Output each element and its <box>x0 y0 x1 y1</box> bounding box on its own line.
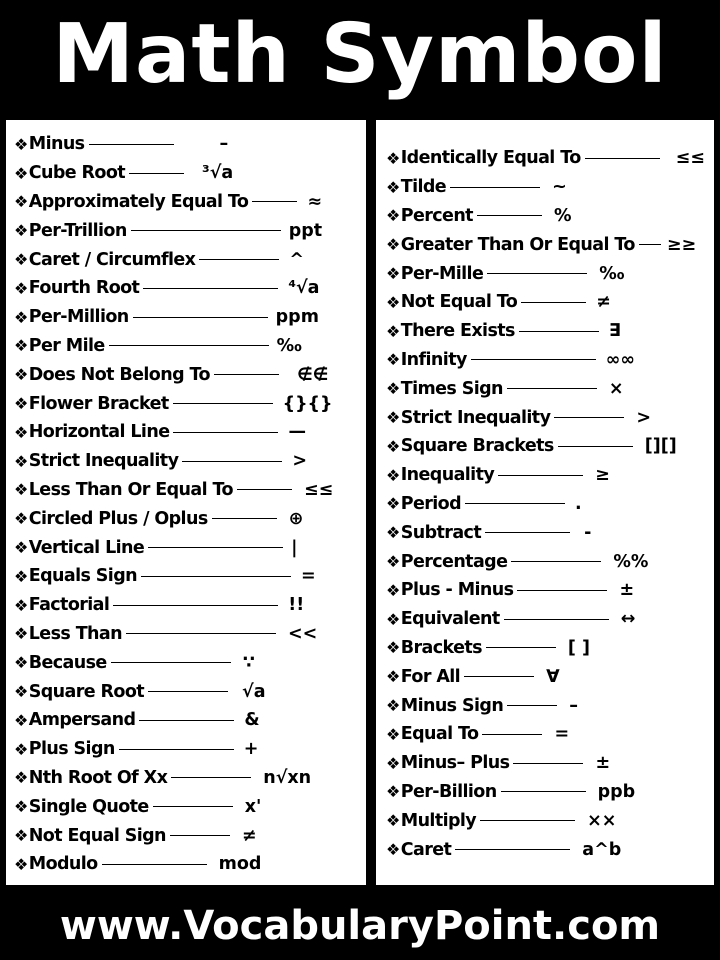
symbol-name: Vertical Line <box>28 537 145 558</box>
diamond-bullet-icon: ❖ <box>14 422 28 442</box>
dash-line <box>170 835 230 836</box>
symbol-name: Per-Trillion <box>28 220 127 241</box>
symbol-list-item <box>14 591 366 620</box>
dash-line <box>173 403 273 404</box>
symbol-glyph: = <box>554 724 570 745</box>
diamond-bullet-icon: ❖ <box>14 163 28 183</box>
diamond-bullet-icon: ❖ <box>386 494 400 514</box>
symbol-name: Equals Sign <box>28 566 137 587</box>
symbol-list-item <box>14 706 366 735</box>
dash-line <box>487 273 587 274</box>
symbol-list-item <box>14 130 366 159</box>
symbol-glyph: ± <box>595 753 611 774</box>
symbol-list-item <box>14 735 366 764</box>
diamond-bullet-icon: ❖ <box>386 753 400 773</box>
diamond-bullet-icon: ❖ <box>386 264 400 284</box>
dash-line <box>212 518 277 519</box>
symbol-glyph: << <box>287 623 318 644</box>
symbol-name: For All <box>400 666 461 687</box>
symbol-glyph: [ ] <box>567 637 591 658</box>
symbol-name: Equal To <box>400 724 479 745</box>
right-symbol-panel <box>374 118 716 887</box>
diamond-bullet-icon: ❖ <box>14 566 28 586</box>
symbol-name: Tilde <box>400 177 447 198</box>
symbol-list-item <box>14 476 366 505</box>
symbol-list-item <box>14 620 366 649</box>
dash-line <box>173 432 278 433</box>
symbol-name: Percentage <box>400 551 508 572</box>
symbol-list-item <box>14 821 366 850</box>
symbol-glyph: ppb <box>597 781 636 802</box>
symbol-list-item <box>14 648 366 677</box>
dash-line <box>141 576 291 577</box>
symbol-list-item <box>386 173 714 202</box>
dash-line <box>465 503 565 504</box>
dash-line <box>153 806 233 807</box>
symbol-name: Plus - Minus <box>400 580 514 601</box>
symbol-glyph: > <box>636 407 652 428</box>
symbol-name: Square Brackets <box>400 436 554 457</box>
symbol-glyph: – <box>569 695 578 716</box>
symbol-list-item <box>14 245 366 274</box>
page-title: Math Symbol <box>52 7 668 102</box>
symbol-list-item <box>14 792 366 821</box>
symbol-name: Horizontal Line <box>28 422 170 443</box>
symbol-glyph: ³√a <box>202 163 234 184</box>
dash-line <box>252 201 297 202</box>
dash-line <box>513 763 583 764</box>
symbol-glyph: ⁴√a <box>288 278 320 299</box>
symbol-list-item <box>14 677 366 706</box>
symbol-name: Infinity <box>400 349 467 370</box>
symbol-glyph: n√xn <box>263 767 312 788</box>
symbol-name: Per-Million <box>28 307 129 328</box>
diamond-bullet-icon: ❖ <box>386 235 400 255</box>
dash-line <box>129 173 184 174</box>
symbol-list-item <box>386 547 714 576</box>
dash-line <box>639 244 661 245</box>
symbol-glyph: %% <box>613 551 649 572</box>
symbol-glyph: ↔ <box>620 609 636 630</box>
symbol-list-item <box>386 806 714 835</box>
symbol-name: Fourth Root <box>28 278 140 299</box>
diamond-bullet-icon: ❖ <box>386 552 400 572</box>
symbol-list-item <box>14 850 366 879</box>
dash-line <box>113 605 278 606</box>
symbol-glyph: ×× <box>587 810 617 831</box>
symbol-glyph: ‰ <box>276 335 302 356</box>
diamond-bullet-icon: ❖ <box>386 436 400 456</box>
symbol-name: Strict Inequality <box>400 407 551 428</box>
diamond-bullet-icon: ❖ <box>14 682 28 702</box>
symbol-name: Identically Equal To <box>400 148 581 169</box>
diamond-bullet-icon: ❖ <box>14 365 28 385</box>
dash-line <box>214 374 279 375</box>
symbol-glyph: !! <box>288 595 305 616</box>
symbol-name: Times Sign <box>400 378 503 399</box>
symbol-glyph: [][] <box>644 436 677 457</box>
symbol-glyph: + <box>243 739 259 760</box>
symbol-glyph: % <box>553 205 572 226</box>
symbol-name: Plus Sign <box>28 739 115 760</box>
diamond-bullet-icon: ❖ <box>14 307 28 327</box>
symbol-glyph: ∵ <box>242 652 255 673</box>
diamond-bullet-icon: ❖ <box>386 206 400 226</box>
symbol-name: Because <box>28 652 107 673</box>
symbol-name: Cube Root <box>28 163 126 184</box>
symbol-list-item <box>14 389 366 418</box>
diamond-bullet-icon: ❖ <box>14 797 28 817</box>
symbol-glyph: ⊕ <box>288 508 304 529</box>
symbol-list-item <box>386 317 714 346</box>
dash-line <box>89 144 174 145</box>
symbol-list-item <box>386 230 714 259</box>
symbol-name: Period <box>400 493 462 514</box>
symbol-glyph: ≈ <box>307 191 323 212</box>
diamond-bullet-icon: ❖ <box>14 278 28 298</box>
symbol-glyph: - <box>584 522 592 543</box>
diamond-bullet-icon: ❖ <box>14 538 28 558</box>
diamond-bullet-icon: ❖ <box>386 350 400 370</box>
symbol-name: Nth Root Of Xx <box>28 767 168 788</box>
symbol-list-item <box>14 504 366 533</box>
symbol-glyph: . <box>575 493 582 514</box>
symbol-glyph: ≥≥ <box>666 234 697 255</box>
symbol-glyph: a^b <box>582 839 622 860</box>
diamond-bullet-icon: ❖ <box>14 739 28 759</box>
symbol-name: Ampersand <box>28 710 136 731</box>
dash-line <box>471 359 596 360</box>
symbol-name: Does Not Belong To <box>28 364 210 385</box>
symbol-list-item <box>386 691 714 720</box>
symbol-name: Percent <box>400 205 473 226</box>
dash-line <box>131 230 281 231</box>
diamond-bullet-icon: ❖ <box>14 336 28 356</box>
diamond-bullet-icon: ❖ <box>14 509 28 529</box>
diamond-bullet-icon: ❖ <box>14 480 28 500</box>
dash-line <box>480 820 575 821</box>
symbol-glyph: ≤≤ <box>675 148 705 169</box>
symbol-glyph: ≠ <box>596 292 611 313</box>
diamond-bullet-icon: ❖ <box>386 638 400 658</box>
symbol-name: Single Quote <box>28 796 149 817</box>
symbol-name: Flower Bracket <box>28 393 169 414</box>
diamond-bullet-icon: ❖ <box>14 394 28 414</box>
dash-line <box>511 561 601 562</box>
diamond-bullet-icon: ❖ <box>14 250 28 270</box>
dash-line <box>498 475 583 476</box>
dash-line <box>126 633 276 634</box>
dash-line <box>171 777 251 778</box>
diamond-bullet-icon: ❖ <box>14 768 28 788</box>
symbol-list-item <box>386 518 714 547</box>
symbol-glyph: ∉∉ <box>296 364 329 385</box>
symbol-glyph: {}{} <box>282 393 333 414</box>
symbol-glyph: ∀ <box>546 666 560 687</box>
symbol-glyph: ≤≤ <box>303 479 334 500</box>
dash-line <box>482 734 542 735</box>
dash-line <box>477 215 542 216</box>
symbol-glyph: | <box>291 537 298 558</box>
diamond-bullet-icon: ❖ <box>386 609 400 629</box>
diamond-bullet-icon: ❖ <box>386 292 400 312</box>
dash-line <box>133 317 268 318</box>
symbol-name: There Exists <box>400 321 515 342</box>
symbol-glyph: ≠ <box>241 825 257 846</box>
symbol-name: Greater Than Or Equal To <box>400 234 635 255</box>
symbol-list-item <box>14 562 366 591</box>
dash-line <box>585 158 660 159</box>
symbol-glyph: ^ <box>289 249 305 270</box>
dash-line <box>517 590 607 591</box>
symbol-name: Caret / Circumflex <box>28 249 196 270</box>
symbol-glyph: – <box>219 134 229 155</box>
dash-line <box>143 288 278 289</box>
symbol-list-item <box>386 720 714 749</box>
symbol-glyph: √a <box>242 681 266 702</box>
symbol-list-item <box>386 288 714 317</box>
symbol-glyph: — <box>288 422 306 443</box>
symbol-name: Square Root <box>28 681 145 702</box>
dash-line <box>199 259 279 260</box>
dash-line <box>455 849 570 850</box>
dash-line <box>485 532 570 533</box>
symbol-glyph: ~ <box>552 177 567 198</box>
symbol-glyph: mod <box>218 854 262 875</box>
symbol-list-item <box>386 259 714 288</box>
diamond-bullet-icon: ❖ <box>14 192 28 212</box>
symbol-glyph: > <box>292 451 308 472</box>
symbol-name: Per-Billion <box>400 781 497 802</box>
diamond-bullet-icon: ❖ <box>14 451 28 471</box>
symbol-name: Per Mile <box>28 335 105 356</box>
symbol-glyph: ∞∞ <box>605 349 635 370</box>
symbol-list-item <box>386 144 714 173</box>
diamond-bullet-icon: ❖ <box>386 580 400 600</box>
symbol-list-item <box>386 605 714 634</box>
diamond-bullet-icon: ❖ <box>386 523 400 543</box>
left-symbol-panel <box>4 118 368 887</box>
dash-line <box>109 345 269 346</box>
diamond-bullet-icon: ❖ <box>386 667 400 687</box>
dash-line <box>507 388 597 389</box>
symbol-list-item <box>386 374 714 403</box>
symbol-list-item <box>386 778 714 807</box>
dash-line <box>119 749 234 750</box>
footer-website: www.VocabularyPoint.com <box>59 903 661 949</box>
symbol-name: Strict Inequality <box>28 451 179 472</box>
diamond-bullet-icon: ❖ <box>14 653 28 673</box>
symbol-name: Less Than <box>28 623 122 644</box>
symbol-name: Minus Sign <box>400 695 504 716</box>
symbol-name: Multiply <box>400 810 477 831</box>
dash-line <box>464 676 534 677</box>
dash-line <box>521 302 586 303</box>
symbol-name: Not Equal To <box>400 292 518 313</box>
symbol-glyph: ± <box>619 580 635 601</box>
dash-line <box>504 619 609 620</box>
symbol-name: Minus <box>28 134 85 155</box>
diamond-bullet-icon: ❖ <box>14 595 28 615</box>
diamond-bullet-icon: ❖ <box>14 826 28 846</box>
diamond-bullet-icon: ❖ <box>386 148 400 168</box>
dash-line <box>486 647 556 648</box>
symbol-glyph: ppt <box>288 220 323 241</box>
symbol-list-item <box>14 274 366 303</box>
symbol-glyph: = <box>301 566 316 587</box>
diamond-bullet-icon: ❖ <box>386 811 400 831</box>
symbol-list-item <box>386 634 714 663</box>
dash-line <box>558 446 633 447</box>
diamond-bullet-icon: ❖ <box>386 177 400 197</box>
diamond-bullet-icon: ❖ <box>14 221 28 241</box>
symbol-glyph: ppm <box>275 307 319 328</box>
symbol-name: Brackets <box>400 637 482 658</box>
symbol-name: Circled Plus / Oplus <box>28 508 208 529</box>
dash-line <box>102 864 207 865</box>
symbol-list-item <box>386 432 714 461</box>
symbol-list-item <box>386 346 714 375</box>
symbol-glyph: × <box>608 378 624 399</box>
symbol-list-item <box>386 662 714 691</box>
diamond-bullet-icon: ❖ <box>386 782 400 802</box>
symbol-name: Approximately Equal To <box>28 191 249 212</box>
symbol-list-item <box>14 418 366 447</box>
diamond-bullet-icon: ❖ <box>386 696 400 716</box>
symbol-name: Not Equal Sign <box>28 825 166 846</box>
symbol-list-item <box>14 303 366 332</box>
symbol-name: Subtract <box>400 522 482 543</box>
symbol-name: Equivalent <box>400 609 500 630</box>
diamond-bullet-icon: ❖ <box>386 379 400 399</box>
symbol-name: Caret <box>400 839 452 860</box>
symbol-list-item <box>386 461 714 490</box>
symbol-name: Less Than Or Equal To <box>28 479 233 500</box>
diamond-bullet-icon: ❖ <box>14 134 28 154</box>
symbol-list-item <box>386 202 714 231</box>
dash-line <box>111 662 231 663</box>
dash-line <box>148 547 283 548</box>
diamond-bullet-icon: ❖ <box>386 465 400 485</box>
symbol-glyph: ‰ <box>599 263 625 284</box>
dash-line <box>237 489 292 490</box>
symbol-list-item <box>386 835 714 864</box>
left-symbol-list <box>6 120 366 879</box>
symbol-glyph: ≥ <box>595 465 610 486</box>
dash-line <box>139 720 234 721</box>
dash-line <box>507 705 557 706</box>
dash-line <box>501 791 586 792</box>
symbol-list-item <box>14 447 366 476</box>
diamond-bullet-icon: ❖ <box>14 854 28 874</box>
symbol-list-item <box>386 490 714 519</box>
symbol-list-item <box>14 332 366 361</box>
dash-line <box>450 187 540 188</box>
symbol-list-item <box>386 576 714 605</box>
dash-line <box>182 461 282 462</box>
dash-line <box>519 331 599 332</box>
right-symbol-list <box>376 120 714 864</box>
diamond-bullet-icon: ❖ <box>14 624 28 644</box>
symbol-list-item <box>14 159 366 188</box>
dash-line <box>148 691 228 692</box>
symbol-list-item <box>14 533 366 562</box>
symbol-list-item <box>14 188 366 217</box>
symbol-list-item <box>14 360 366 389</box>
symbol-name: Modulo <box>28 854 98 875</box>
symbol-glyph: ∃ <box>608 321 621 342</box>
symbol-name: Factorial <box>28 595 110 616</box>
dash-line <box>554 417 624 418</box>
symbol-name: Per-Mille <box>400 263 484 284</box>
symbol-glyph: x' <box>244 796 262 817</box>
symbol-name: Inequality <box>400 465 495 486</box>
symbol-list-item <box>386 749 714 778</box>
diamond-bullet-icon: ❖ <box>386 724 400 744</box>
diamond-bullet-icon: ❖ <box>386 408 400 428</box>
symbol-list-item <box>14 216 366 245</box>
symbol-list-item <box>386 403 714 432</box>
diamond-bullet-icon: ❖ <box>386 840 400 860</box>
symbol-glyph: & <box>244 710 260 731</box>
diamond-bullet-icon: ❖ <box>14 710 28 730</box>
symbol-name: Minus– Plus <box>400 753 510 774</box>
symbol-list-item <box>14 764 366 793</box>
diamond-bullet-icon: ❖ <box>386 321 400 341</box>
